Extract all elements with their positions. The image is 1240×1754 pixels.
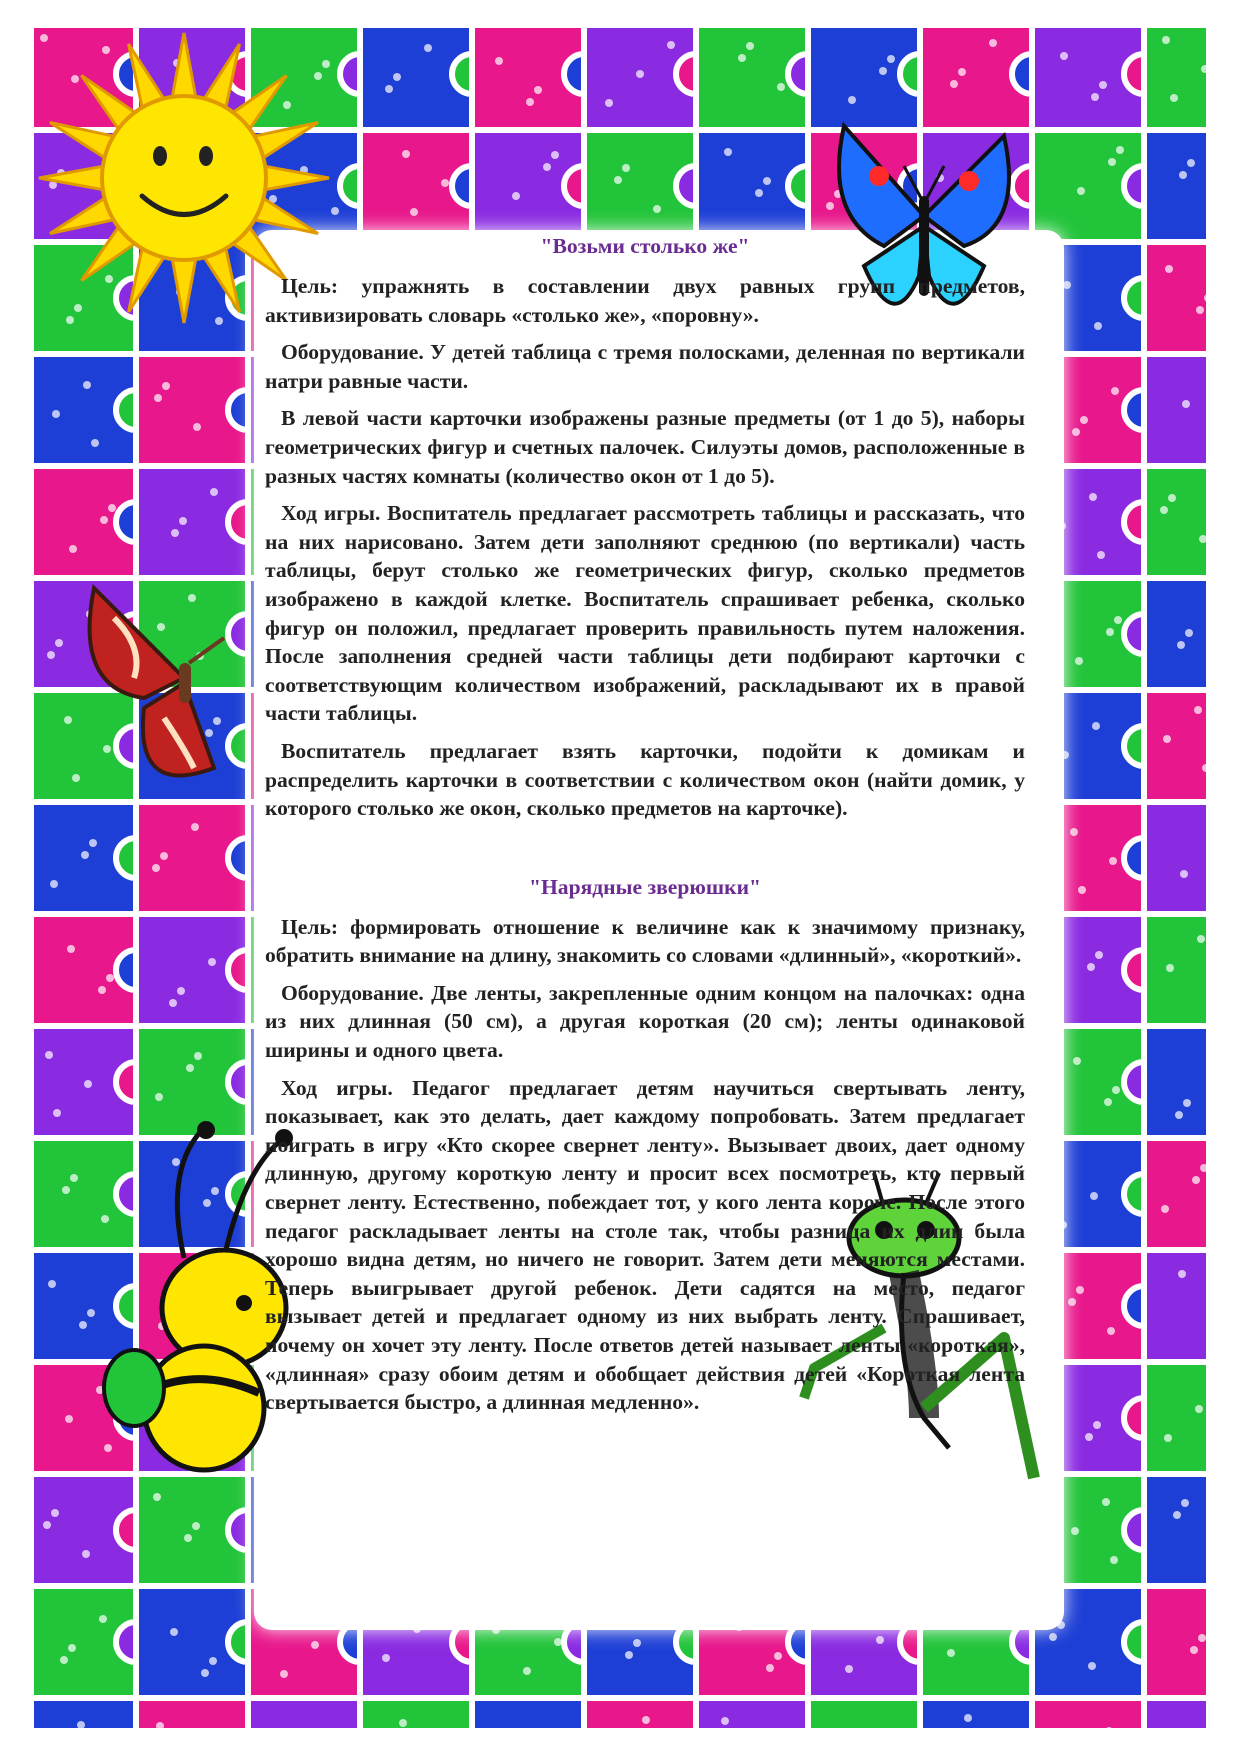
game2-paragraph: Оборудование. Две ленты, закрепленные одним концом на палочках: одна из них длинная (50 см), а другая короткая (20 см); ленты одинаковой ширины и одного цвета. bbox=[265, 980, 1025, 1063]
game2-title: "Нарядные зверюшки" bbox=[528, 874, 762, 899]
game2-paragraph: Цель: формировать отношение к величине как к значимому признаку, обратить внимание на длину, знакомить со словами «длинный», «короткий». bbox=[265, 914, 1025, 968]
bee-icon bbox=[94, 1108, 294, 1478]
game2-paragraph: Ход игры. Педагог предлагает детям научиться свертывать ленту, показывает, как это делать, дает каждому попробовать. Затем предлагает поиграть в игру «Кто скорее свернет ленту». Вызывает двоих, дает одному длинную, другому короткую ленту и просит всех посмотреть, кто первый свернет ленту. Естественно, побеждает тот, у кого лента короче. После этого педагог раскладывает ленты на столе так, чтобы разница их длин была хорошо видна детям, но ничего не говорит. Затем дети меняются местами. Теперь выигрывает другой ребенок. Дети садятся на место, педагог вызывает детей и предлагает одному из них выбрать ленту. Спрашивает, почему он хочет эту ленту. После ответов детей называет ленты «короткая», «длинная» сразу обоим детям и обобщает действия детей «Короткая лента свертывается быстро, а длинная медленно». bbox=[265, 1075, 1025, 1415]
game1-title: "Возьми столько же" bbox=[540, 234, 750, 258]
game1-paragraph: Воспитатель предлагает взять карточки, подойти к домикам и распределить карточки в соответствии с количеством окон (найти домик, у которого столько же окон, сколько предметов на карточке). bbox=[265, 738, 1025, 821]
text-content bbox=[265, 232, 1025, 1426]
game1-paragraph: Ход игры. Воспитатель предлагает рассмотреть таблицы и рассказать, что на них нарисовано. Затем дети заполняют среднюю (по вертикали) часть таблицы, берут столько же геометрических фигур, сколько предметов изображено в каждой клетке. Воспитатель спрашивает ребенка, сколько фигур он положил, предлагает проверить правильность путем наложения. После заполнения средней части таблицы дети подбирают карточки с соответствующим количеством изображений, раскладывают их в правой части таблицы. bbox=[265, 501, 1025, 726]
moth-icon bbox=[74, 568, 274, 798]
game1-paragraph: Цель: упражнять в составлении двух равных групп предметов, активизировать словарь «столько же», «поровну». bbox=[265, 274, 1025, 327]
game1-paragraph: Оборудование. У детей таблица с тремя полосками, деленная по вертикали натри равные части. bbox=[265, 340, 1025, 393]
game1-paragraph: В левой части карточки изображены разные предметы (от 1 до 5), наборы геометрических фигур и счетных палочек. Силуэты домов, расположенные в разных частях комнаты (количество окон от 1 до 5). bbox=[265, 406, 1025, 488]
